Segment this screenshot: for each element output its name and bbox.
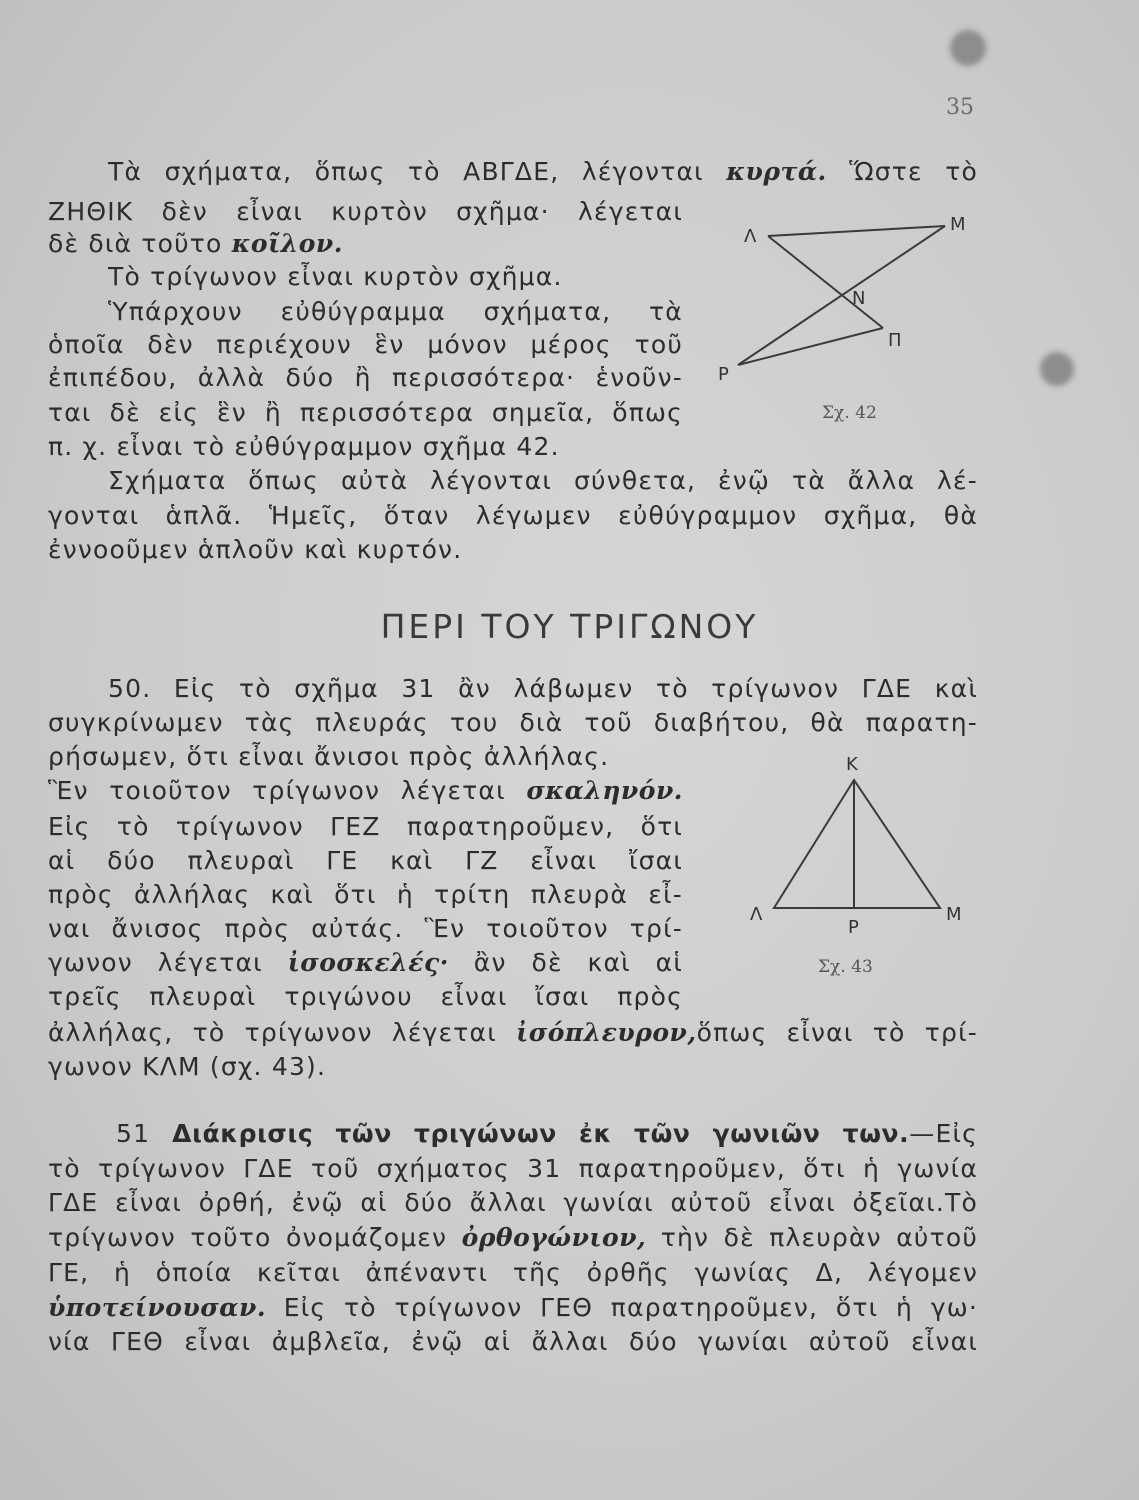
vertex-label-m: Μ xyxy=(946,904,962,925)
text-line: 50. Εἰς τὸ σχῆμα 31 ἂν λάβωμεν τὸ τρίγωνον ΓΔΕ καὶ xyxy=(108,674,978,703)
vertex-label-r: Ρ xyxy=(718,364,729,385)
vertex-label-l: Λ xyxy=(744,226,757,247)
segment-ln xyxy=(768,236,883,328)
vertex-label-p: Π xyxy=(888,330,902,351)
text-line: ὁποῖα δὲν περιέχουν ἓν μόνον μέρος τοῦ xyxy=(48,330,683,359)
triangle-klm xyxy=(774,780,940,908)
emphasis-term: ἰσόπλευρον, xyxy=(516,1018,697,1047)
emphasis-term: κοῖλον. xyxy=(231,229,343,258)
text-line: ἐννοοῦμεν ἁπλοῦν καὶ κυρτόν. xyxy=(48,535,463,564)
paper-stain xyxy=(950,30,986,66)
text-line: ΓΕ, ἡ ὁποία κεῖται ἀπέναντι τῆς ὀρθῆς γωνίας Δ, λέγομεν xyxy=(48,1258,978,1287)
text-line: νία ΓΕΘ εἶναι ἀμβλεῖα, ἐνῷ αἱ ἄλλαι δύο γωνίαι αὐτοῦ εἶναι xyxy=(48,1327,978,1356)
emphasis-term: σκαληνόν. xyxy=(526,776,683,805)
text-line: δὲ διὰ τοῦτο κοῖλον. xyxy=(48,229,343,258)
text-line: ρήσωμεν, ὅτι εἶναι ἄνισοι πρὸς ἀλλήλας. xyxy=(48,742,610,771)
section-title: Διάκρισις τῶν τριγώνων ἐκ τῶν γωνιῶν των. xyxy=(172,1119,910,1148)
text-line: τὸ τρίγωνον ΓΔΕ τοῦ σχήματος 31 παρατηροῦμεν, ὅτι ἡ γωνία xyxy=(48,1154,978,1183)
page-number: 35 xyxy=(946,95,974,120)
text-line: π. χ. εἶναι τὸ εὐθύγραμμον σχῆμα 42. xyxy=(48,432,560,461)
text-line: ΓΔΕ εἶναι ὀρθή, ἐνῷ αἱ δύο ἄλλαι γωνίαι αὐτοῦ εἶναι ὀξεῖαι.Τὸ xyxy=(48,1188,978,1217)
segment-mr xyxy=(738,226,945,365)
text-line: τρεῖς πλευραὶ τριγώνου εἶναι ἴσαι πρὸς xyxy=(48,982,683,1011)
text-line: ΖΗΘΙΚ δὲν εἶναι κυρτὸν σχῆμα· λέγεται xyxy=(48,197,683,226)
figure-42 xyxy=(700,200,970,430)
vertex-label-k: Κ xyxy=(846,754,858,775)
emphasis-term: κυρτά. xyxy=(726,157,827,186)
text-line: γονται ἁπλᾶ. Ἡμεῖς, ὅταν λέγωμεν εὐθύγραμμον σχῆμα, θὰ xyxy=(48,501,978,530)
vertex-label-n: Ν xyxy=(852,288,866,309)
vertex-label-r: Ρ xyxy=(848,917,859,938)
text-line: γωνον λέγεται ἰσοσκελές· ἂν δὲ καὶ αἱ xyxy=(48,948,684,977)
vertex-label-m: Μ xyxy=(950,214,966,235)
text-line: Σχήματα ὅπως αὐτὰ λέγονται σύνθετα, ἐνῷ τὰ ἄλλα λέ- xyxy=(108,466,978,495)
emphasis-term: ὑποτείνουσαν. xyxy=(48,1293,267,1322)
text-line: τρίγωνον τοῦτο ὀνομάζομεν ὀρθογώνιον, τὴν δὲ πλευρὰν αὐτοῦ xyxy=(48,1223,978,1252)
text-line: ἐπιπέδου, ἀλλὰ δύο ἢ περισσότερα· ἑνοῦν- xyxy=(48,363,683,392)
emphasis-term: ὀρθογώνιον, xyxy=(461,1223,647,1252)
paper-stain xyxy=(1040,352,1074,386)
text-line: Τὸ τρίγωνον εἶναι κυρτὸν σχῆμα. xyxy=(108,262,563,291)
vertex-label-l: Λ xyxy=(750,904,763,925)
text-line: αἱ δύο πλευραὶ ΓΕ καὶ ΓΖ εἶναι ἴσαι xyxy=(48,846,683,875)
text-line: Ὑπάρχουν εὐθύγραμμα σχήματα, τὰ xyxy=(108,297,683,326)
figure-caption: Σχ. 42 xyxy=(822,403,877,423)
text-line: 51 Διάκρισις τῶν τριγώνων ἐκ τῶν γωνιῶν των.—Εἰς xyxy=(116,1119,978,1148)
text-line: Εἰς τὸ τρίγωνον ΓΕΖ παρατηροῦμεν, ὅτι xyxy=(48,812,683,841)
figure-43 xyxy=(740,750,990,990)
text-line: ναι ἄνισος πρὸς αὐτάς. Ἓν τοιοῦτον τρί- xyxy=(48,914,683,943)
segment-lm xyxy=(768,226,945,236)
emphasis-term: ἰσοσκελές· xyxy=(287,948,449,977)
text-line: ται δὲ εἰς ἓν ἢ περισσότερα σημεῖα, ὅπως xyxy=(48,398,683,427)
text-line: συγκρίνωμεν τὰς πλευράς του διὰ τοῦ διαβήτου, θὰ παρατη- xyxy=(48,708,978,737)
text-line: Τὰ σχήματα, ὅπως τὸ ΑΒΓΔΕ, λέγονται κυρτά. Ὥστε τὸ xyxy=(108,157,978,186)
text-line: ὑποτείνουσαν. Εἰς τὸ τρίγωνον ΓΕΘ παρατηροῦμεν, ὅτι ἡ γω· xyxy=(48,1293,978,1322)
text-line: πρὸς ἀλλήλας καὶ ὅτι ἡ τρίτη πλευρὰ εἶ- xyxy=(48,880,683,909)
segment-rp xyxy=(738,328,883,365)
figure-caption: Σχ. 43 xyxy=(818,957,873,977)
text-line: ἀλλήλας, τὸ τρίγωνον λέγεται ἰσόπλευρον,ὅπως εἶναι τὸ τρί- xyxy=(48,1018,978,1047)
text-line: γωνον ΚΛΜ (σχ. 43). xyxy=(48,1052,327,1081)
text-line: Ἓν τοιοῦτον τρίγωνον λέγεται σκαληνόν. xyxy=(48,776,683,805)
section-heading: ΠΕΡΙ ΤΟΥ ΤΡΙΓΩΝΟΥ xyxy=(380,607,759,646)
